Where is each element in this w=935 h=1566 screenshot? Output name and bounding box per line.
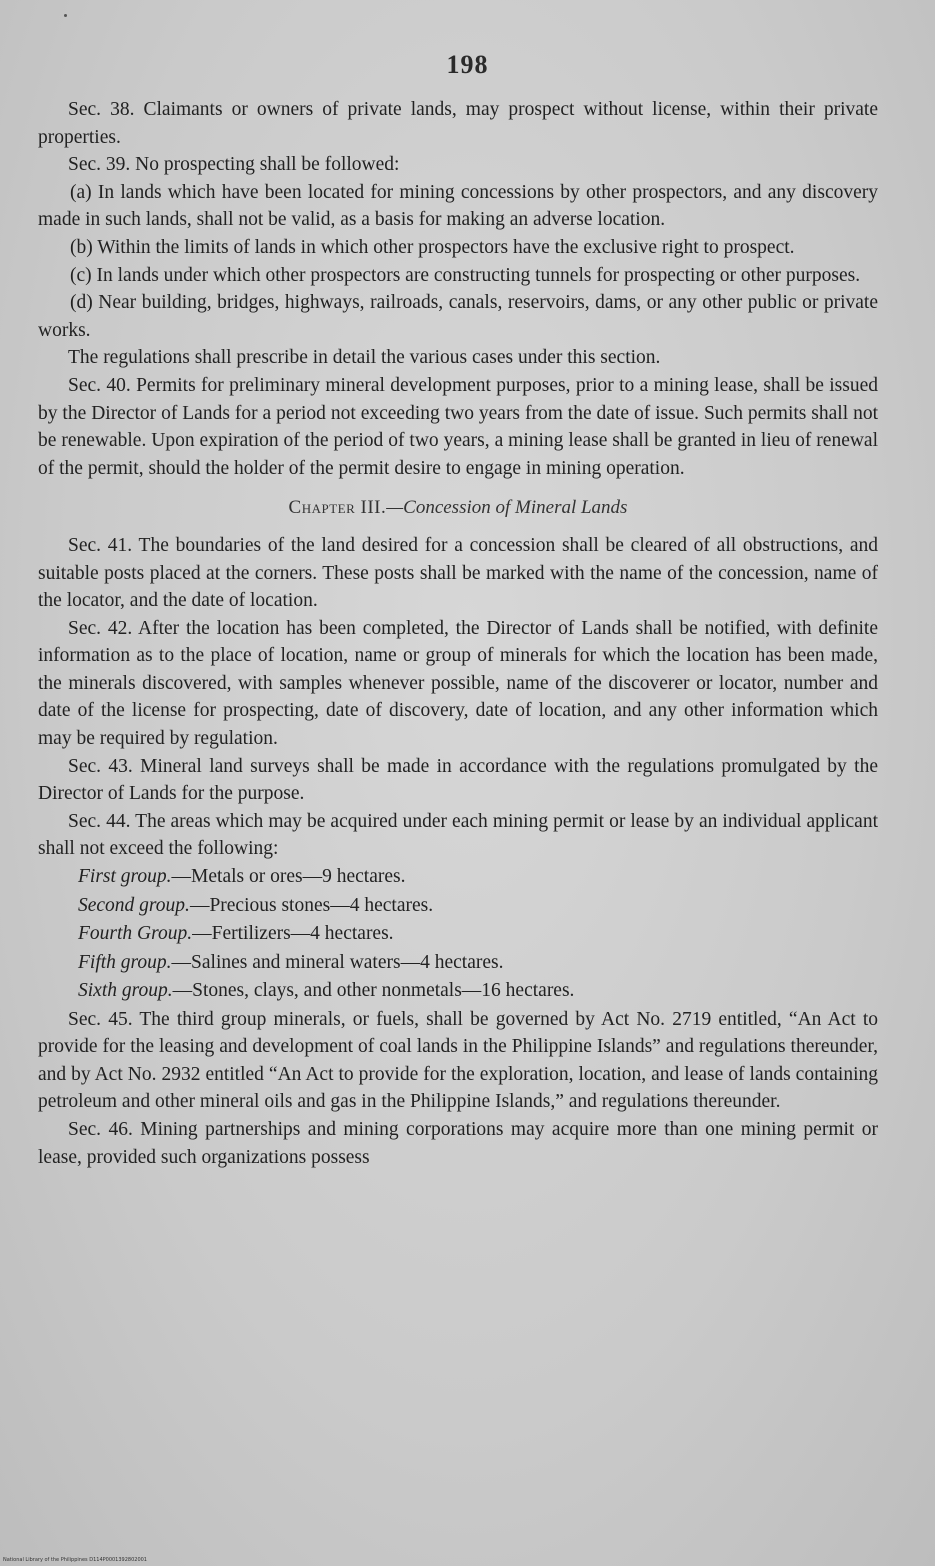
page-body [38,96,878,1171]
paragraph-sec-44: Sec. 44. The areas which may be acquired under each mining permit or lease by an individual applicant shall not exceed the following: [38,810,878,860]
group-name: First group. [78,866,172,888]
chapter-label: Chapter III. [288,497,387,519]
group-text: —Precious stones—4 hectares. [189,894,434,916]
group-item [78,920,878,949]
group-item [78,949,878,978]
group-item [78,892,878,921]
paragraph-regulations: The regulations shall prescribe in detail the various cases under this section. [68,347,661,369]
paragraph-sec-46: Sec. 46. Mining partnerships and mining corporations may acquire more than one mining permit or lease, provided such organizations possess [38,1118,878,1168]
chapter-title: —Concession of Mineral Lands [386,497,628,519]
paragraph-39d: (d) Near building, bridges, highways, railroads, canals, reservoirs, dams, or any other public or private works. [38,292,878,341]
group-name: Fifth group. [78,951,172,973]
paragraph-sec-41: Sec. 41. The boundaries of the land desired for a concession shall be cleared of all obstructions, and suitable posts placed at the corners. These posts shall be marked with the name of the concession, name of the locator, and the date of location. [38,534,878,612]
group-item [78,977,878,1006]
page-number: 198 [446,50,489,79]
paragraph-sec-42: Sec. 42. After the location has been completed, the Director of Lands shall be notified, with definite information as to the place of location, name or group of minerals for which the location has been made, the minerals discovered, with samples whenever possible, name of the discoverer or locator, number and date of the license for prospecting, date of discovery, date of location, and any other information which may be required by regulation. [38,617,878,750]
paragraph-sec-40: Sec. 40. Permits for preliminary mineral development purposes, prior to a mining lease, shall be issued by the Director of Lands for a period not exceeding two years from the date of issue. Such permits shall not be renewable. Upon expiration of the period of two years, a mining lease shall be granted in lieu of renewal of the permit, should the holder of the permit desire to engage in mining operation. [38,374,878,479]
chapter-heading [38,494,878,522]
specks [64,14,67,17]
group-name: Sixth group. [78,980,173,1002]
paragraph-sec-38: Sec. 38. Claimants or owners of private lands, may prospect without license, within their private properties. [38,99,878,148]
group-text: —Salines and mineral waters—4 hectares. [171,951,504,973]
group-list [38,863,878,1006]
paragraph-39a: (a) In lands which have been located for mining concessions by other prospectors, and any discovery made in such lands, shall not be valid, as a basis for making an adverse location. [38,181,878,231]
group-text: —Stones, clays, and other nonmetals—16 hectares. [172,980,575,1002]
library-footer: National Library of the Philippines D114P0001392802001 [3,1557,147,1563]
group-name: Fourth Group. [78,923,193,945]
paragraph-39c: (c) In lands under which other prospectors are constructing tunnels for prospecting or other purposes. [70,264,861,286]
paragraph-sec-45: Sec. 45. The third group minerals, or fuels, shall be governed by Act No. 2719 entitled, “An Act to provide for the leasing and development of coal lands in the Philippine Islands” and regulations thereunder, and by Act No. 2932 entitled “An Act to provide for the exploration, location, and lease of lands containing petroleum and other mineral oils and gas in the Philippine Islands,” and regulations thereunder. [38,1008,878,1113]
group-name: Second group. [78,894,190,916]
group-text: —Fertilizers—4 hectares. [192,923,394,945]
paragraph-sec-39: Sec. 39. No prospecting shall be followed: [68,154,400,176]
group-text: —Metals or ores—9 hectares. [171,866,406,888]
paragraph-39b: (b) Within the limits of lands in which other prospectors have the exclusive right to prospect. [70,236,795,258]
group-item [78,863,878,892]
paragraph-sec-43: Sec. 43. Mineral land surveys shall be made in accordance with the regulations promulgated by the Director of Lands for the purpose. [38,755,878,805]
